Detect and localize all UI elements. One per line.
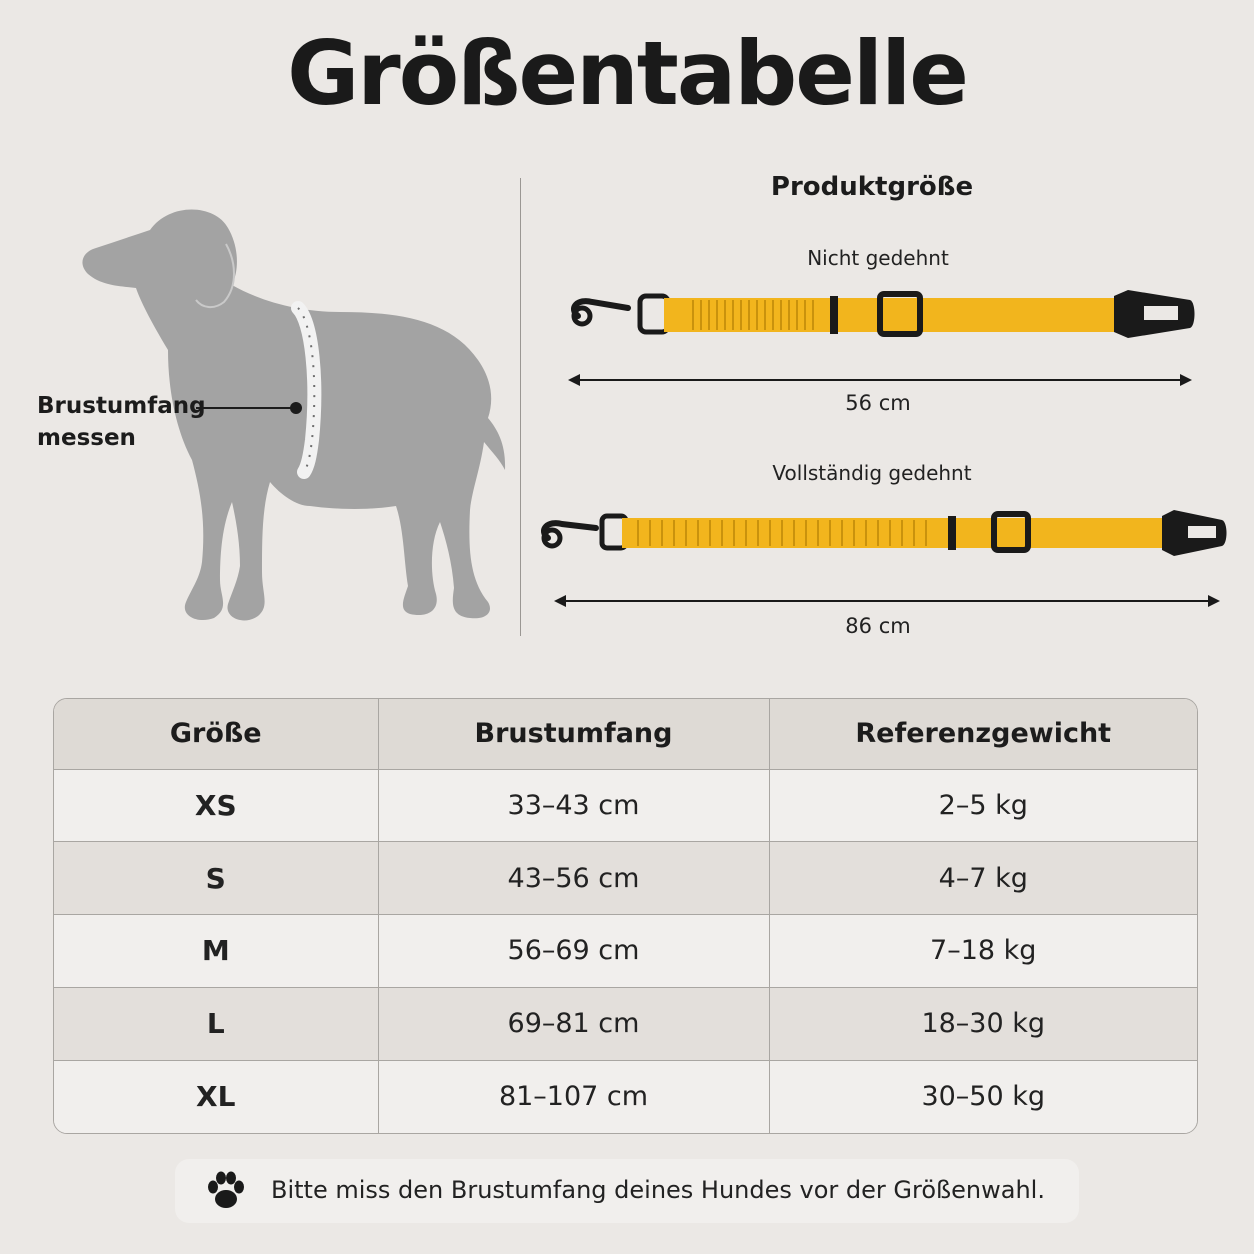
stretched-dimension-arrow [552, 591, 1224, 611]
table-row [54, 769, 1197, 842]
weight-cell: 18–30 kg [769, 987, 1197, 1060]
paw-icon [205, 1171, 247, 1215]
size-cell: XS [54, 769, 378, 842]
chest-cell: 69–81 cm [378, 987, 769, 1060]
size-table [53, 698, 1198, 1134]
table-row [54, 842, 1197, 915]
measure-label-line1: Brustumfang [37, 393, 206, 419]
weight-cell: 7–18 kg [769, 915, 1197, 988]
header-chest: Brustumfang [378, 699, 769, 769]
sizing-note [175, 1159, 1079, 1223]
unstretched-label: Nicht gedehnt [807, 246, 949, 270]
weight-cell: 4–7 kg [769, 842, 1197, 915]
chest-cell: 43–56 cm [378, 842, 769, 915]
unstretched-dimension-arrow [566, 370, 1196, 390]
size-cell: XL [54, 1060, 378, 1133]
header-size: Größe [54, 699, 378, 769]
chest-cell: 56–69 cm [378, 915, 769, 988]
chest-cell: 33–43 cm [378, 769, 769, 842]
size-cell: L [54, 987, 378, 1060]
table-header-row [54, 699, 1197, 769]
table-row [54, 1060, 1197, 1133]
note-text: Bitte miss den Brustumfang deines Hundes vor der Größenwahl. [271, 1176, 1045, 1204]
table-row [54, 987, 1197, 1060]
stretched-label: Vollständig gedehnt [772, 461, 972, 485]
size-cell: S [54, 842, 378, 915]
vertical-divider [520, 178, 521, 636]
unstretched-length: 56 cm [845, 391, 911, 415]
leash-unstretched-image [568, 286, 1198, 344]
size-cell: M [54, 915, 378, 988]
chest-cell: 81–107 cm [378, 1060, 769, 1133]
table-row [54, 915, 1197, 988]
stretched-length: 86 cm [845, 614, 911, 638]
weight-cell: 30–50 kg [921, 1081, 1046, 1113]
leash-stretched-image [538, 508, 1228, 558]
header-weight: Referenzgewicht [769, 699, 1197, 769]
product-size-title: Produktgröße [770, 172, 974, 202]
chest-measure-label [37, 390, 206, 454]
page-title: Größentabelle [287, 22, 967, 125]
measure-label-line2: messen [37, 425, 136, 451]
weight-cell: 2–5 kg [769, 769, 1197, 842]
